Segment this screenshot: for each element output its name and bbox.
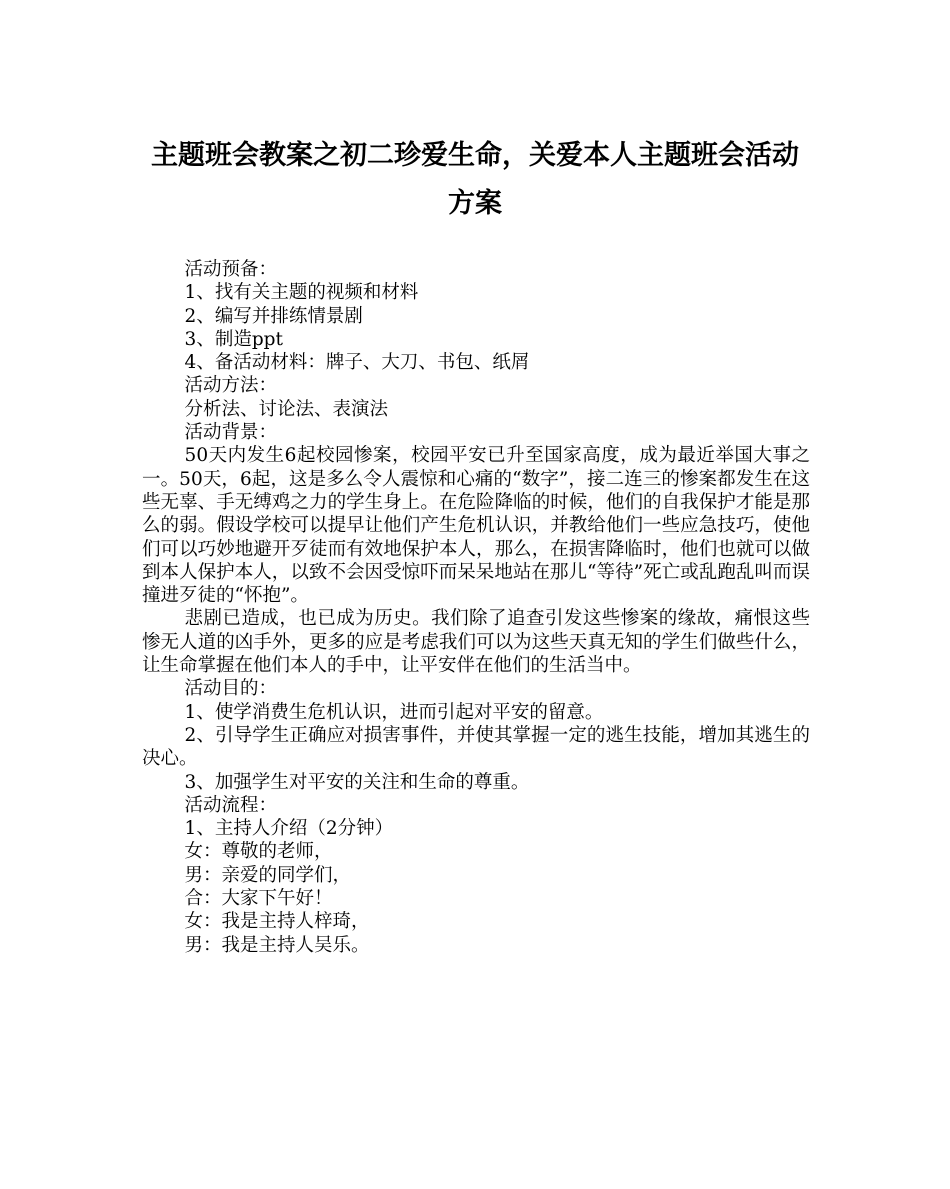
paragraph: 1、找有关主题的视频和材料 — [184, 282, 419, 304]
paragraph: 悲剧已造成，也已成为历史。我们除了追查引发这些惨案的缘故，痛恨这些惨无人道的凶手外，更多的应是考虑我们可以为这些天真无知的学生们做些什么，让生命掌握在他们本人的手中，让平安伴在他们的生活当中。 — [142, 608, 810, 677]
paragraph: 男：亲爱的同学们， — [184, 864, 352, 886]
paragraph: 3、加强学生对平安的关注和生命的尊重。 — [184, 771, 530, 793]
paragraph: 50天内发生6起校园惨案，校园平安已升至国家高度，成为最近举国大事之一。50天，6起，这是多么令人震惊和心痛的“数字”，接二连三的惨案都发生在这些无辜、手无缚鸡之力的学生身上。在危险降临的时候，他们的自我保护才能是那么的弱。假设学校可以提早让他们产生危机认识，并教给他们一些应急技巧，使他们可以巧妙地避开歹徒而有效地保护本人，那么，在损害降临时，他们也就可以做到本人保护本人，以致不会因受惊吓而呆呆地站在那儿“等待”死亡或乱跑乱叫而误撞进歹徒的“怀抱”。 — [142, 445, 810, 607]
paragraph: 1、主持人介绍（2分钟） — [184, 818, 394, 840]
paragraph: 活动流程： — [184, 794, 278, 816]
paragraph: 4、备活动材料：牌子、大刀、书包、纸屑 — [184, 352, 530, 374]
document-body — [142, 258, 810, 957]
paragraph: 活动背景： — [184, 422, 278, 444]
paragraph: 2、引导学生正确应对损害事件，并使其掌握一定的逃生技能，增加其逃生的决心。 — [142, 724, 810, 770]
paragraph: 活动预备： — [184, 259, 278, 280]
paragraph: 女：尊敬的老师， — [184, 841, 333, 863]
paragraph: 分析法、讨论法、表演法 — [184, 398, 389, 420]
paragraph: 1、使学消费生危机认识，进而引起对平安的留意。 — [184, 701, 604, 723]
paragraph: 活动方法： — [184, 375, 278, 397]
paragraph: 男：我是主持人吴乐。 — [184, 934, 370, 956]
paragraph: 女：我是主持人梓琦， — [184, 911, 370, 933]
paragraph: 合：大家下午好！ — [184, 888, 333, 910]
document-title: 主题班会教案之初二珍爱生命，关爱本人主题班会活动方案 — [151, 140, 799, 219]
paragraph: 2、编写并排练情景剧 — [184, 305, 363, 327]
paragraph: 3、制造ppt — [184, 328, 283, 350]
paragraph: 活动目的： — [184, 678, 278, 700]
